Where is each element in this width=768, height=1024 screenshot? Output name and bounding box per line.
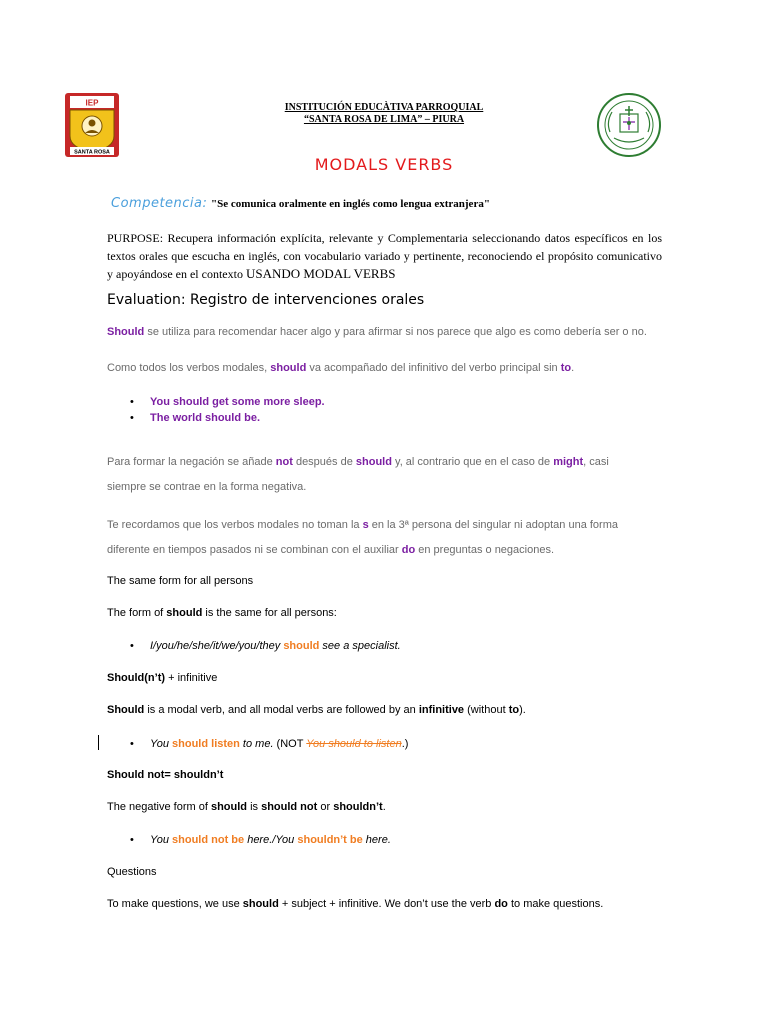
text: You: [150, 738, 173, 750]
paragraph-modals-rules-line-2: [107, 544, 554, 556]
school-name-line-1: INSTITUCIÓN EDUCÀTIVA PARROQUIAL: [284, 102, 484, 113]
purpose-paragraph: [107, 229, 662, 283]
text: I/you/he/she/it/we/you/they: [150, 640, 284, 652]
paragraph-should-usage: [107, 326, 647, 338]
text: después de: [292, 456, 356, 468]
text: is: [247, 801, 262, 813]
keyword-should: should: [355, 456, 392, 468]
text: to make questions.: [507, 898, 604, 910]
text: The form of: [107, 607, 167, 619]
example-text: You should get some more sleep.: [150, 396, 325, 408]
text: see a specialist.: [319, 640, 401, 652]
paragraph-questions: [107, 898, 603, 910]
heading-infinitive: [107, 672, 217, 684]
bullet-icon: •: [130, 412, 134, 424]
school-name-line-2: “SANTA ROSA DE LIMA” – PIURA: [303, 114, 465, 125]
paragraph-negative: [107, 801, 386, 813]
keyword-should: should: [210, 801, 248, 813]
bullet-listen: [130, 738, 408, 750]
keyword-do: do: [494, 898, 508, 910]
text: Te recordamos que los verbos modales no toman la: [107, 519, 363, 531]
svg-text:IEP: IEP: [85, 98, 99, 108]
text: y, al contrario que en el caso de: [391, 456, 554, 468]
example-text: The world should be.: [150, 412, 260, 424]
bullet-all-persons: [130, 640, 401, 652]
purpose-text: PURPOSE: Recupera información explícita, relevante y Complementaria seleccionando datos específicos en los textos orales que escucha en inglés, con vocabulario variado y pertinente, reconociendo el propósito comunicativo y apoyándose en el contexto: [107, 231, 662, 281]
bullet-icon: •: [130, 834, 134, 846]
text: (without: [464, 704, 509, 716]
keyword-shouldnt: shouldn’t: [333, 801, 383, 813]
competencia-line: [111, 195, 490, 211]
text: here./You: [244, 834, 298, 846]
keyword-shouldnt-be: shouldn’t be: [297, 834, 363, 846]
keyword-do: do: [401, 544, 416, 556]
paragraph-same-form: [107, 607, 337, 619]
text: Para formar la negación se añade: [107, 456, 276, 468]
paragraph-modals-infinitive: [107, 362, 574, 374]
text-cursor: [98, 735, 99, 750]
text: + infinitive: [165, 672, 218, 684]
text: is a modal verb, and all modal verbs are followed by an: [144, 704, 419, 716]
text: .: [382, 801, 386, 813]
keyword-should: should: [283, 640, 320, 652]
keyword-should: Should: [107, 326, 145, 338]
text: .): [401, 738, 409, 750]
paragraph-negation-line-2: siempre se contrae en la forma negativa.: [107, 481, 307, 493]
text: to me.: [239, 738, 274, 750]
competencia-text: "Se comunica oralmente en inglés como lengua extranjera": [211, 198, 490, 210]
heading-same-form: The same form for all persons: [107, 575, 254, 587]
example-item: [130, 412, 260, 424]
keyword-should-not: should not: [261, 801, 318, 813]
evaluation-line: Evaluation: Registro de intervenciones orales: [107, 292, 425, 308]
text: + subject + infinitive. We don’t use the verb: [278, 898, 495, 910]
text: ).: [519, 704, 526, 716]
text: or: [317, 801, 334, 813]
page-title: MODALS VERBS: [314, 155, 454, 174]
text: Como todos los verbos modales,: [107, 362, 271, 374]
keyword-should: should: [166, 607, 203, 619]
text: va acompañado del infinitivo del verbo principal sin: [306, 362, 561, 374]
bullet-negative-example: [130, 834, 391, 846]
keyword-should-listen: should listen: [172, 738, 240, 750]
keyword-to: to: [560, 362, 572, 374]
bullet-icon: •: [130, 640, 134, 652]
bullet-icon: •: [130, 738, 134, 750]
paragraph-modals-rules-line-1: [107, 519, 618, 531]
keyword-s: s: [362, 519, 369, 531]
text: You: [150, 834, 173, 846]
text: , casi: [583, 456, 609, 468]
text: en la 3ª persona del singular ni adoptan una forma: [368, 519, 618, 531]
text: is the same for all persons:: [202, 607, 337, 619]
example-item: [130, 396, 325, 408]
keyword-might: might: [553, 456, 584, 468]
text: diferente en tiempos pasados ni se combinan con el auxiliar: [107, 544, 402, 556]
text: se utiliza para recomendar hacer algo y para afirmar si nos parece que algo es como debería ser o no.: [144, 326, 647, 338]
keyword-to: to: [508, 704, 520, 716]
text: (NOT: [273, 738, 307, 750]
text: Should(n’t): [107, 672, 166, 684]
keyword-should-not-be: should not be: [172, 834, 245, 846]
competencia-label: Competencia:: [111, 196, 208, 211]
text: To make questions, we use: [107, 898, 243, 910]
text: The negative form of: [107, 801, 211, 813]
purpose-tail: USANDO MODAL VERBS: [245, 266, 396, 281]
heading-questions: Questions: [107, 866, 157, 878]
bullet-icon: •: [130, 396, 134, 408]
keyword-not: not: [275, 456, 293, 468]
keyword-should: should: [242, 898, 279, 910]
heading-negative: Should not= shouldn’t: [107, 769, 224, 781]
svg-text:SANTA ROSA: SANTA ROSA: [74, 149, 110, 156]
keyword-should: Should: [107, 704, 145, 716]
paragraph-infinitive: [107, 704, 526, 716]
paragraph-negation-line-1: [107, 456, 609, 468]
text: here.: [362, 834, 391, 846]
text: .: [571, 362, 575, 374]
text: en preguntas o negaciones.: [415, 544, 555, 556]
keyword-infinitive: infinitive: [418, 704, 465, 716]
strikethrough-example: You should to listen: [306, 738, 402, 750]
keyword-should: should: [270, 362, 307, 374]
